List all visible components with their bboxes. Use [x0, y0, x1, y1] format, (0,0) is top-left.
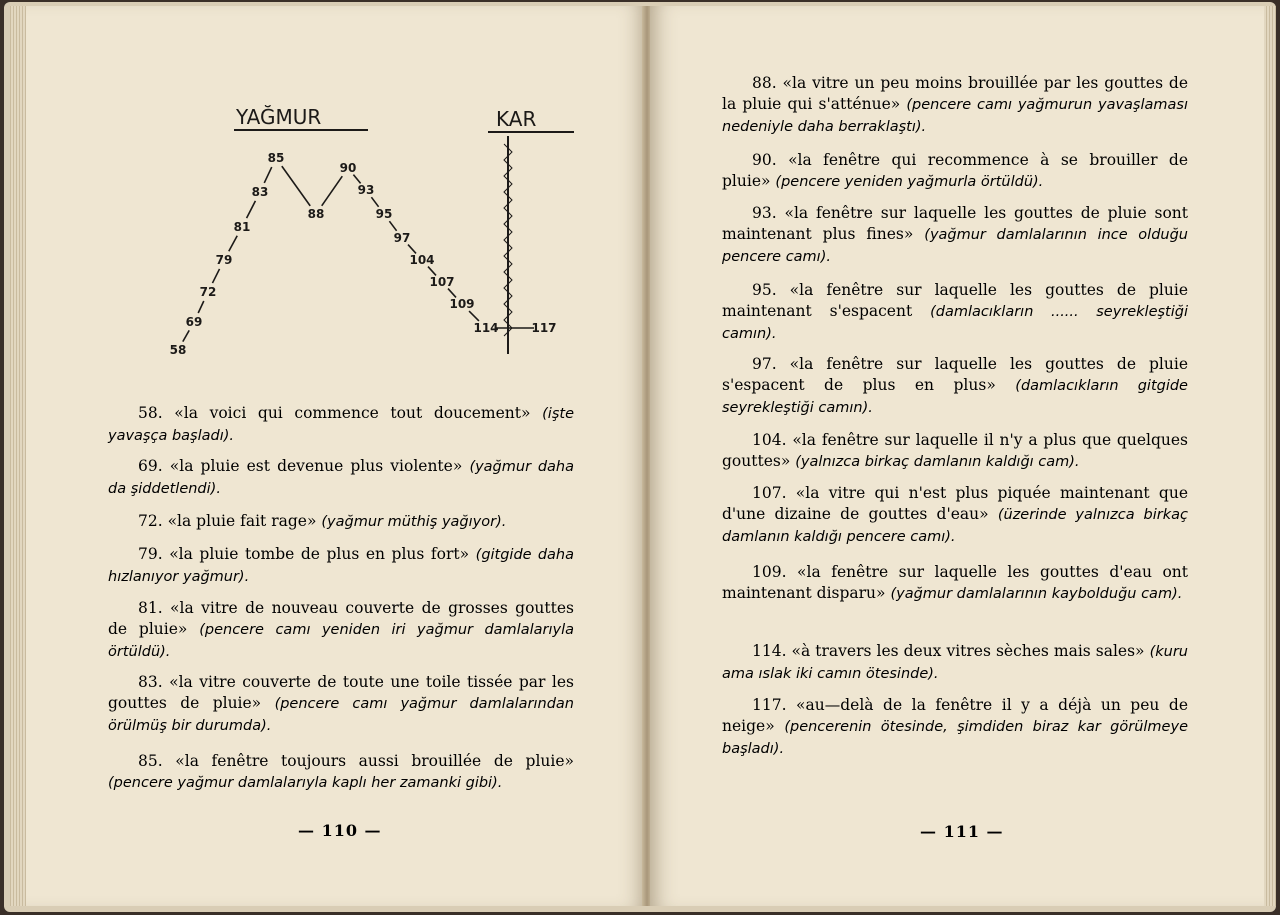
label-snow: KAR [496, 107, 537, 131]
left-page-entry [108, 672, 574, 737]
right-page-entry [722, 354, 1188, 419]
diagram-node-93: 93 [357, 183, 375, 197]
left-page-entry [108, 751, 574, 794]
diagram-node-104: 104 [409, 253, 435, 267]
left-page-entry [108, 403, 574, 447]
entry-turkish-gloss: (pencerenin ötesinde, şimdiden biraz kar görülmeye başladı). [722, 719, 1188, 757]
diagram-node-90: 90 [339, 161, 357, 175]
diagram-edge-83-85 [264, 167, 271, 183]
label-rain: YAĞMUR [236, 105, 322, 129]
right-page-entry [722, 430, 1188, 473]
entry-turkish-gloss: (gitgide daha hızlanıyor yağmur). [108, 547, 574, 585]
diagram-edge-109-114 [469, 311, 479, 321]
left-page-entry [108, 544, 574, 588]
entry-turkish-gloss: (pencere yeniden yağmurla örtüldü). [775, 174, 1044, 190]
right-page-entry [722, 483, 1188, 548]
entry-french-text: 88. «la vitre un peu moins brouillée par les gouttes de la pluie qui s'atténue» [722, 74, 1188, 113]
diagram-node-97: 97 [393, 231, 411, 245]
entry-turkish-gloss: (üzerinde yalnızca birkaç damlanın kaldığı pencere camı). [722, 507, 1188, 545]
entry-turkish-gloss: (yağmur müthiş yağıyor). [321, 514, 507, 530]
entry-french-text: 107. «la vitre qui n'est plus piquée maintenant que d'une dizaine de gouttes d'eau» [722, 484, 1188, 523]
diagram-edge-88-90 [322, 176, 343, 206]
entry-turkish-gloss: (yalnızca birkaç damlanın kaldığı cam). [795, 454, 1080, 470]
left-page-entry [108, 511, 574, 533]
right-page-entry [722, 641, 1188, 685]
diagram-edge-93-95 [371, 197, 378, 207]
diagram-edge-85-88 [282, 166, 310, 206]
entry-french-text: 79. «la pluie tombe de plus en plus fort» [138, 545, 470, 563]
diagram-node-107: 107 [429, 275, 455, 289]
entry-turkish-gloss: (yağmur damlalarının kaybolduğu cam). [890, 586, 1183, 602]
entry-french-text: 85. «la fenêtre toujours aussi brouillée de pluie» [138, 752, 574, 770]
diagram-edge-58-69 [183, 330, 189, 341]
entry-french-text: 69. «la pluie est devenue plus violente» [138, 457, 463, 475]
left-page-entry [108, 456, 574, 500]
entry-french-text: 97. «la fenêtre sur laquelle les gouttes de pluie s'espacent de plus en plus» [722, 355, 1188, 394]
entry-turkish-gloss: (işte yavaşça başladı). [108, 406, 574, 444]
diagram-node-79: 79 [215, 253, 233, 267]
entry-turkish-gloss: (pencere camı yağmurun yavaşlaması nedeniyle daha berraklaştı). [722, 97, 1188, 135]
entry-turkish-gloss: (pencere camı yeniden iri yağmur damlalarıyla örtüldü). [108, 622, 574, 660]
entry-french-text: 93. «la fenêtre sur laquelle les gouttes de pluie sont maintenant plus fines» [722, 204, 1188, 243]
entry-french-text: 81. «la vitre de nouveau couverte de grosses gouttes de pluie» [108, 599, 574, 638]
diagram-edge-72-79 [212, 269, 219, 283]
diagram-edge-69-72 [198, 301, 204, 313]
right-page-entry [722, 73, 1188, 138]
entry-french-text: 104. «la fenêtre sur laquelle il n'y a plus que quelques gouttes» [722, 431, 1188, 470]
diagram-node-114: 114 [473, 321, 499, 335]
entry-turkish-gloss: (kuru ama ıslak iki camın ötesinde). [722, 644, 1188, 682]
left-page-entry [108, 598, 574, 663]
entry-french-text: 90. «la fenêtre qui recommence à se brouiller de pluie» [722, 151, 1188, 190]
diagram-node-83: 83 [251, 185, 269, 199]
page-number-right: — 111 — [920, 822, 1004, 841]
diagram-node-69: 69 [185, 315, 203, 329]
entry-turkish-gloss: (yağmur damlalarının ince olduğu pencere camı). [722, 227, 1188, 265]
right-page-entry [722, 280, 1188, 345]
entry-turkish-gloss: (yağmur daha da şiddetlendi). [108, 459, 574, 497]
right-page-entry [722, 562, 1188, 605]
entry-french-text: 83. «la vitre couverte de toute une toile tissée par les gouttes de pluie» [108, 673, 574, 712]
right-page-entry [722, 203, 1188, 268]
entry-french-text: 72. «la pluie fait rage» [138, 512, 317, 530]
entry-turkish-gloss: (damlacıkların gitgide seyrekleştiği camın). [722, 378, 1188, 416]
right-page-entry [722, 150, 1188, 193]
diagram-node-81: 81 [233, 220, 251, 234]
diagram-node-85: 85 [267, 151, 285, 165]
entry-french-text: 58. «la voici qui commence tout doucement» [138, 404, 531, 422]
diagram-node-58: 58 [169, 343, 187, 357]
page-edges-right [1264, 6, 1276, 906]
entry-turkish-gloss: (pencere camı yağmur damlalarından örülmüş bir durumda). [108, 696, 574, 734]
diagram-edge-81-83 [247, 201, 256, 218]
entry-french-text: 95. «la fenêtre sur laquelle les gouttes de pluie maintenant s'espacent [722, 281, 1188, 320]
entry-french-text: 109. «la fenêtre sur laquelle les gouttes d'eau ont maintenant disparu» [722, 563, 1188, 602]
diagram-edge-95-97 [389, 221, 396, 231]
diagram-node-72: 72 [199, 285, 217, 299]
rain-snow-diagram [146, 96, 586, 371]
right-page-entry [722, 695, 1188, 760]
diagram-node-109: 109 [449, 297, 475, 311]
diagram-nodes [170, 151, 557, 357]
entry-french-text: 117. «au—delà de la fenêtre il y a déjà un peu de neige» [722, 696, 1188, 735]
page-number-left: — 110 — [298, 821, 382, 840]
page-edges-left [10, 6, 26, 906]
diagram-node-95: 95 [375, 207, 393, 221]
diagram-node-88: 88 [307, 207, 325, 221]
entry-turkish-gloss: (pencere yağmur damlalarıyla kaplı her zamanki gibi). [108, 775, 503, 791]
entry-turkish-gloss: (damlacıkların ...... seyrekleştiği camın). [722, 304, 1188, 342]
diagram-edge-79-81 [229, 236, 237, 251]
entry-french-text: 114. «à travers les deux vitres sèches mais sales» [752, 642, 1145, 660]
diagram-node-117: 117 [531, 321, 557, 335]
